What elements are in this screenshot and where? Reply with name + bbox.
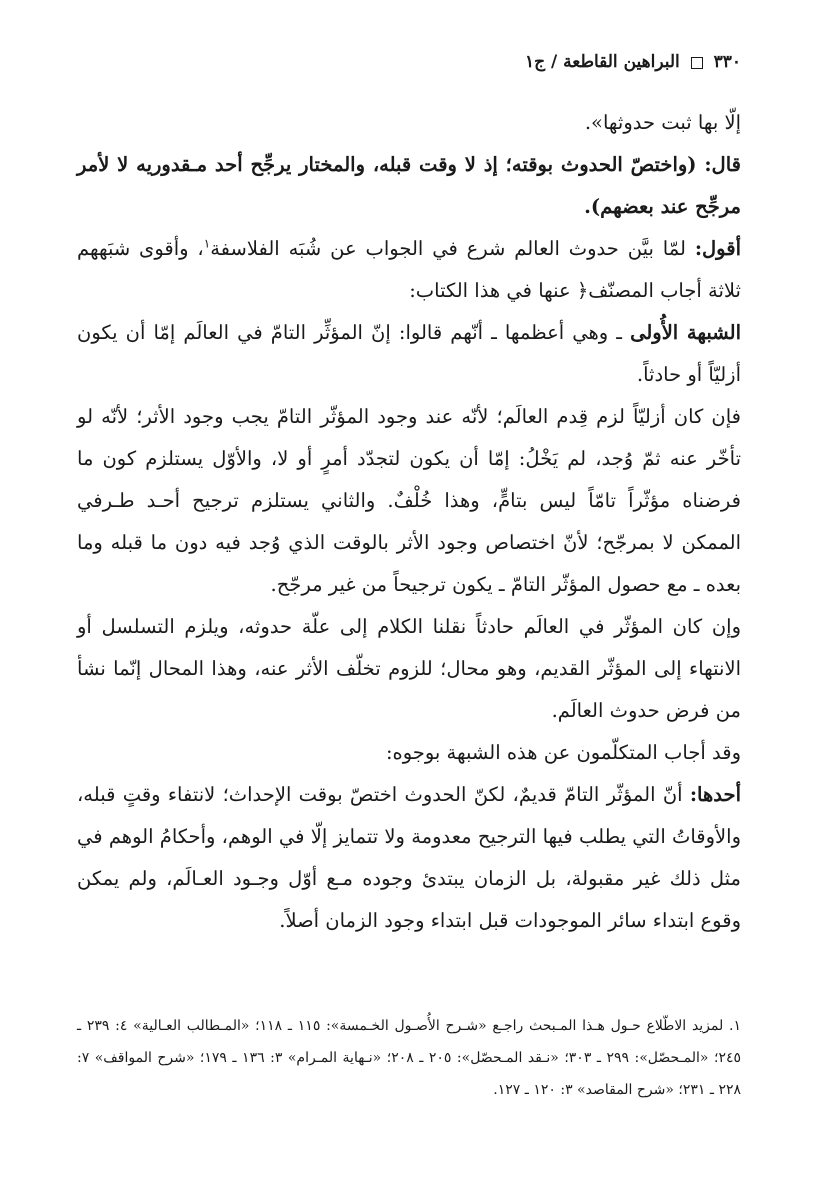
paragraph-3-text-a: لمّا بيَّن حدوث العالم شرع في الجواب عن شُبَه الفلاسفة [210, 237, 695, 260]
paragraph-3 [77, 228, 741, 312]
paragraph-6: وإن كان المؤثّر في العالَم حادثاً نقلنا الكلام إلى علّة حدوثه، ويلزم التسلسل أو الانتهاء إلى المؤثّر القديم، وهو محال؛ للزوم تخلّف الأثر عنه، وهذا المحال إنّما نشأ من فرض حدوث العالَم. [77, 615, 741, 722]
running-header [525, 52, 741, 72]
main-text [77, 102, 741, 942]
paragraph-2 [77, 144, 741, 228]
footnotes [77, 1010, 741, 1106]
footnote-1: ١. لمزيد الاطّلاع حـول هـذا المـبحث راجـع «شـرح الأُصـول الخـمسة»: ١١٥ ـ ١١٨؛ «المـطالب العـالية» ٤: ٢٣٩ ـ ٢٤٥؛ «المـحصّل»: ٢٩٩ ـ ٣٠٣؛ «نـقد المـحصّل»: ٢٠٥ ـ ٢٠٨؛ «نـهاية المـرام» ٣: ١٣٦ ـ ١٧٩؛ «شرح المواقف» ٧: ٢٢٨ ـ ٢٣١؛ «شرح المقاصد» ٣: ١٢٠ ـ ١٢٧. [77, 1018, 741, 1098]
paragraph-3-text-b: ، وأقوى شبَههم ثلاثة أجاب المصنّف﴿ عنها في هذا الكتاب: [77, 237, 741, 302]
paragraph-8 [77, 774, 741, 942]
paragraph-2-lead: قال: [704, 153, 741, 176]
paragraph-4-lead: الشبهة الأُولى [630, 321, 741, 344]
paragraph-8-text: أنّ المؤثّر التامّ قديمٌ، لكنّ الحدوث اختصّ بوقت الإحداث؛ لانتفاء وقتٍ قبله، والأوقاتُ التي يطلب فيها الترجيح معدومة ولا تتمايز إلّا في الوهم، وأحكامُ الوهم في مثل ذلك غير مقبولة، بل الزمان يبتدئ وجوده مـع أوّل وجـود العـالَم، ولم يمكن وقوع ابتداء سائر الموجودات قبل ابتداء وجود الزمان أصلاً. [77, 783, 741, 932]
paragraph-4 [77, 312, 741, 396]
paragraph-4-text: ـ وهي أعظمها ـ أنّهم قالوا: إنّ المؤثِّر التامّ في العالَم إمّا أن يكون أزليّاً أو حادثاً. [77, 321, 741, 386]
paragraph-7: وقد أجاب المتكلّمون عن هذه الشبهة بوجوه: [385, 741, 741, 764]
paragraph-5: فإن كان أزليّاً لزم قِدم العالَم؛ لأنّه عند وجود المؤثّر التامّ يجب وجود الأثر؛ لأنّه لو تأخّر عنه ثمّ وُجد، لم يَخْلُ: إمّا أن يكون لتجدّد أمرٍ أو لا، والأوّل يستلزم كون ما فرضناه مؤثّراً تامّاً ليس بتامٍّ، وهذا خُلْفٌ. والثاني يستلزم ترجيح أحـد طـرفي الممكن لا بمرجّح؛ لأنّ اختصاص وجود الأثر بالوقت الذي وُجد فيه دون ما قبله وما بعده ـ مع حصول المؤثّر التامّ ـ يكون ترجيحاً من غير مرجّح. [77, 405, 741, 596]
paragraph-2-text: (واختصّ الحدوث بوقته؛ إذ لا وقت قبله، والمختار يرجِّح أحد مـقدوريه لا لأمر مرجِّح عند بعضهم). [77, 153, 741, 218]
paragraph-1: إلّا بها ثبت حدوثها». [584, 111, 741, 134]
footnote-marker: ١ [203, 236, 211, 251]
book-title: البراهين القاطعة / ج١ [524, 52, 680, 72]
square-separator-icon [691, 57, 703, 69]
page-number: ٣٣٠ [713, 52, 741, 72]
paragraph-8-lead: أحدها: [689, 783, 741, 806]
paragraph-3-lead: أقول: [694, 237, 741, 260]
